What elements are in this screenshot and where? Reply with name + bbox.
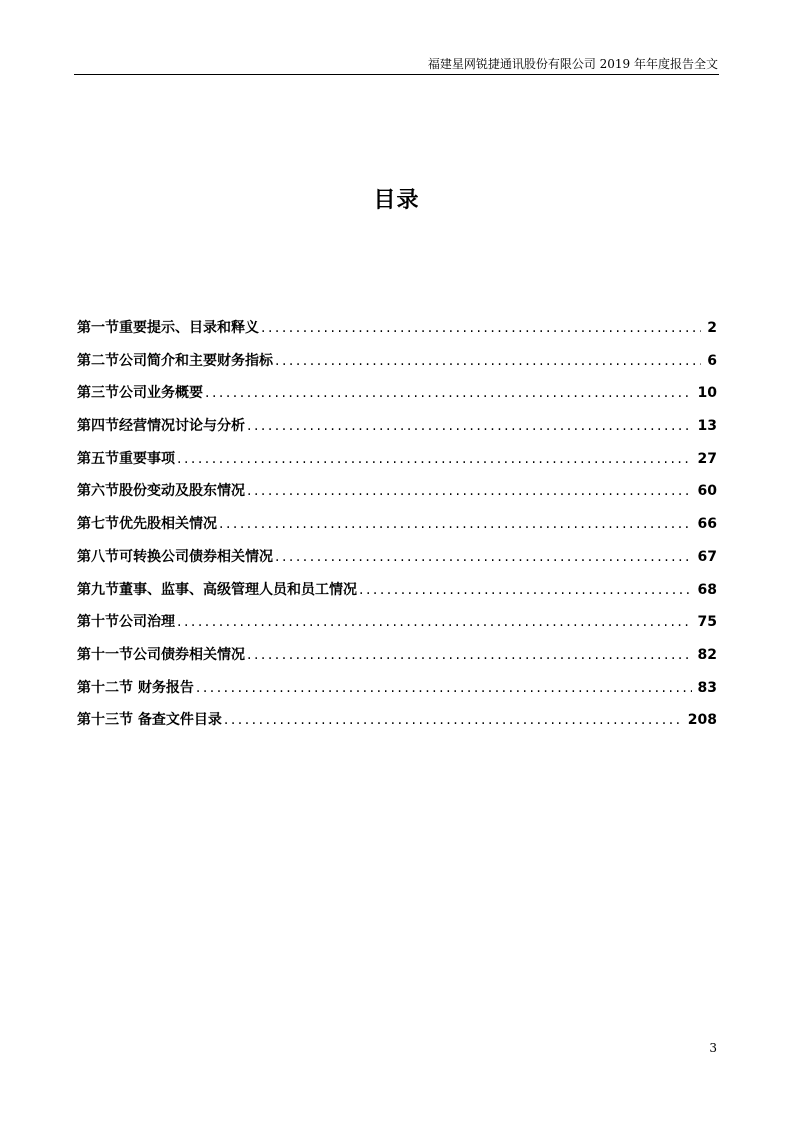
toc-entry-section-4[interactable]: [77, 415, 717, 448]
page-number: 3: [709, 1041, 717, 1055]
toc-entry-label: 第十一节公司债券相关情况: [77, 646, 245, 663]
toc-entry-label: 第四节经营情况讨论与分析: [77, 418, 245, 435]
dot-leader: [177, 611, 692, 633]
toc-entry-page: 13: [697, 418, 717, 435]
toc-entry-section-9[interactable]: [77, 579, 717, 612]
toc-entry-label: 第六节股份变动及股东情况: [77, 483, 245, 500]
dot-leader: [275, 546, 692, 568]
dot-leader: [219, 513, 692, 535]
toc-entry-page: 68: [697, 581, 717, 598]
toc-entry-page: 6: [707, 352, 717, 369]
toc-title: 目录: [373, 188, 420, 213]
toc-entry-label: 第八节可转换公司债券相关情况: [77, 548, 273, 565]
toc-entry-page: 27: [697, 450, 717, 467]
toc-entry-page: 60: [697, 483, 717, 500]
dot-leader: [177, 448, 692, 470]
toc-entry-page: 66: [697, 516, 717, 533]
toc-entry-page: 208: [687, 712, 717, 729]
dot-leader: [224, 709, 682, 731]
toc-entry-label: 第七节优先股相关情况: [77, 516, 217, 533]
toc-entry-label: 第一节重要提示、目录和释义: [77, 320, 259, 336]
dot-leader: [275, 350, 701, 372]
dot-leader: [247, 415, 692, 437]
dot-leader: [359, 579, 692, 601]
toc-entry-label: 第十节公司治理: [77, 614, 175, 631]
toc-entry-section-11[interactable]: [77, 644, 717, 677]
dot-leader: [261, 317, 701, 339]
toc-entry-section-13[interactable]: [77, 709, 717, 742]
toc-entry-section-1[interactable]: [77, 317, 717, 350]
toc-entry-label: 第十二节 财务报告: [77, 679, 194, 696]
dot-leader: [205, 382, 692, 404]
toc-entry-label: 第九节董事、监事、高级管理人员和员工情况: [77, 581, 357, 598]
toc-entry-section-6[interactable]: [77, 480, 717, 513]
toc-entry-label: 第三节公司业务概要: [77, 385, 203, 402]
toc-entry-section-7[interactable]: [77, 513, 717, 546]
running-header: 福建星网锐捷通讯股份有限公司 2019 年年度报告全文: [427, 57, 718, 71]
toc-entry-page: 82: [697, 646, 717, 663]
toc-entry-section-8[interactable]: [77, 546, 717, 579]
toc-entry-page: 75: [697, 614, 717, 631]
dot-leader: [247, 480, 692, 502]
toc-entry-page: 2: [707, 320, 717, 336]
dot-leader: [196, 677, 692, 699]
toc-entry-label: 第十三节 备查文件目录: [77, 712, 222, 729]
header-divider: [74, 74, 719, 75]
toc-entry-label: 第五节重要事项: [77, 450, 175, 467]
toc-entry-section-3[interactable]: [77, 382, 717, 415]
toc-entry-section-5[interactable]: [77, 448, 717, 481]
dot-leader: [247, 644, 692, 666]
toc-entry-page: 10: [697, 385, 717, 402]
toc-entry-label: 第二节公司简介和主要财务指标: [77, 352, 273, 369]
toc-entry-section-10[interactable]: [77, 611, 717, 644]
toc-entry-page: 83: [697, 679, 717, 696]
table-of-contents: [77, 317, 717, 742]
toc-entry-page: 67: [697, 548, 717, 565]
toc-entry-section-2[interactable]: [77, 350, 717, 383]
toc-entry-section-12[interactable]: [77, 677, 717, 710]
